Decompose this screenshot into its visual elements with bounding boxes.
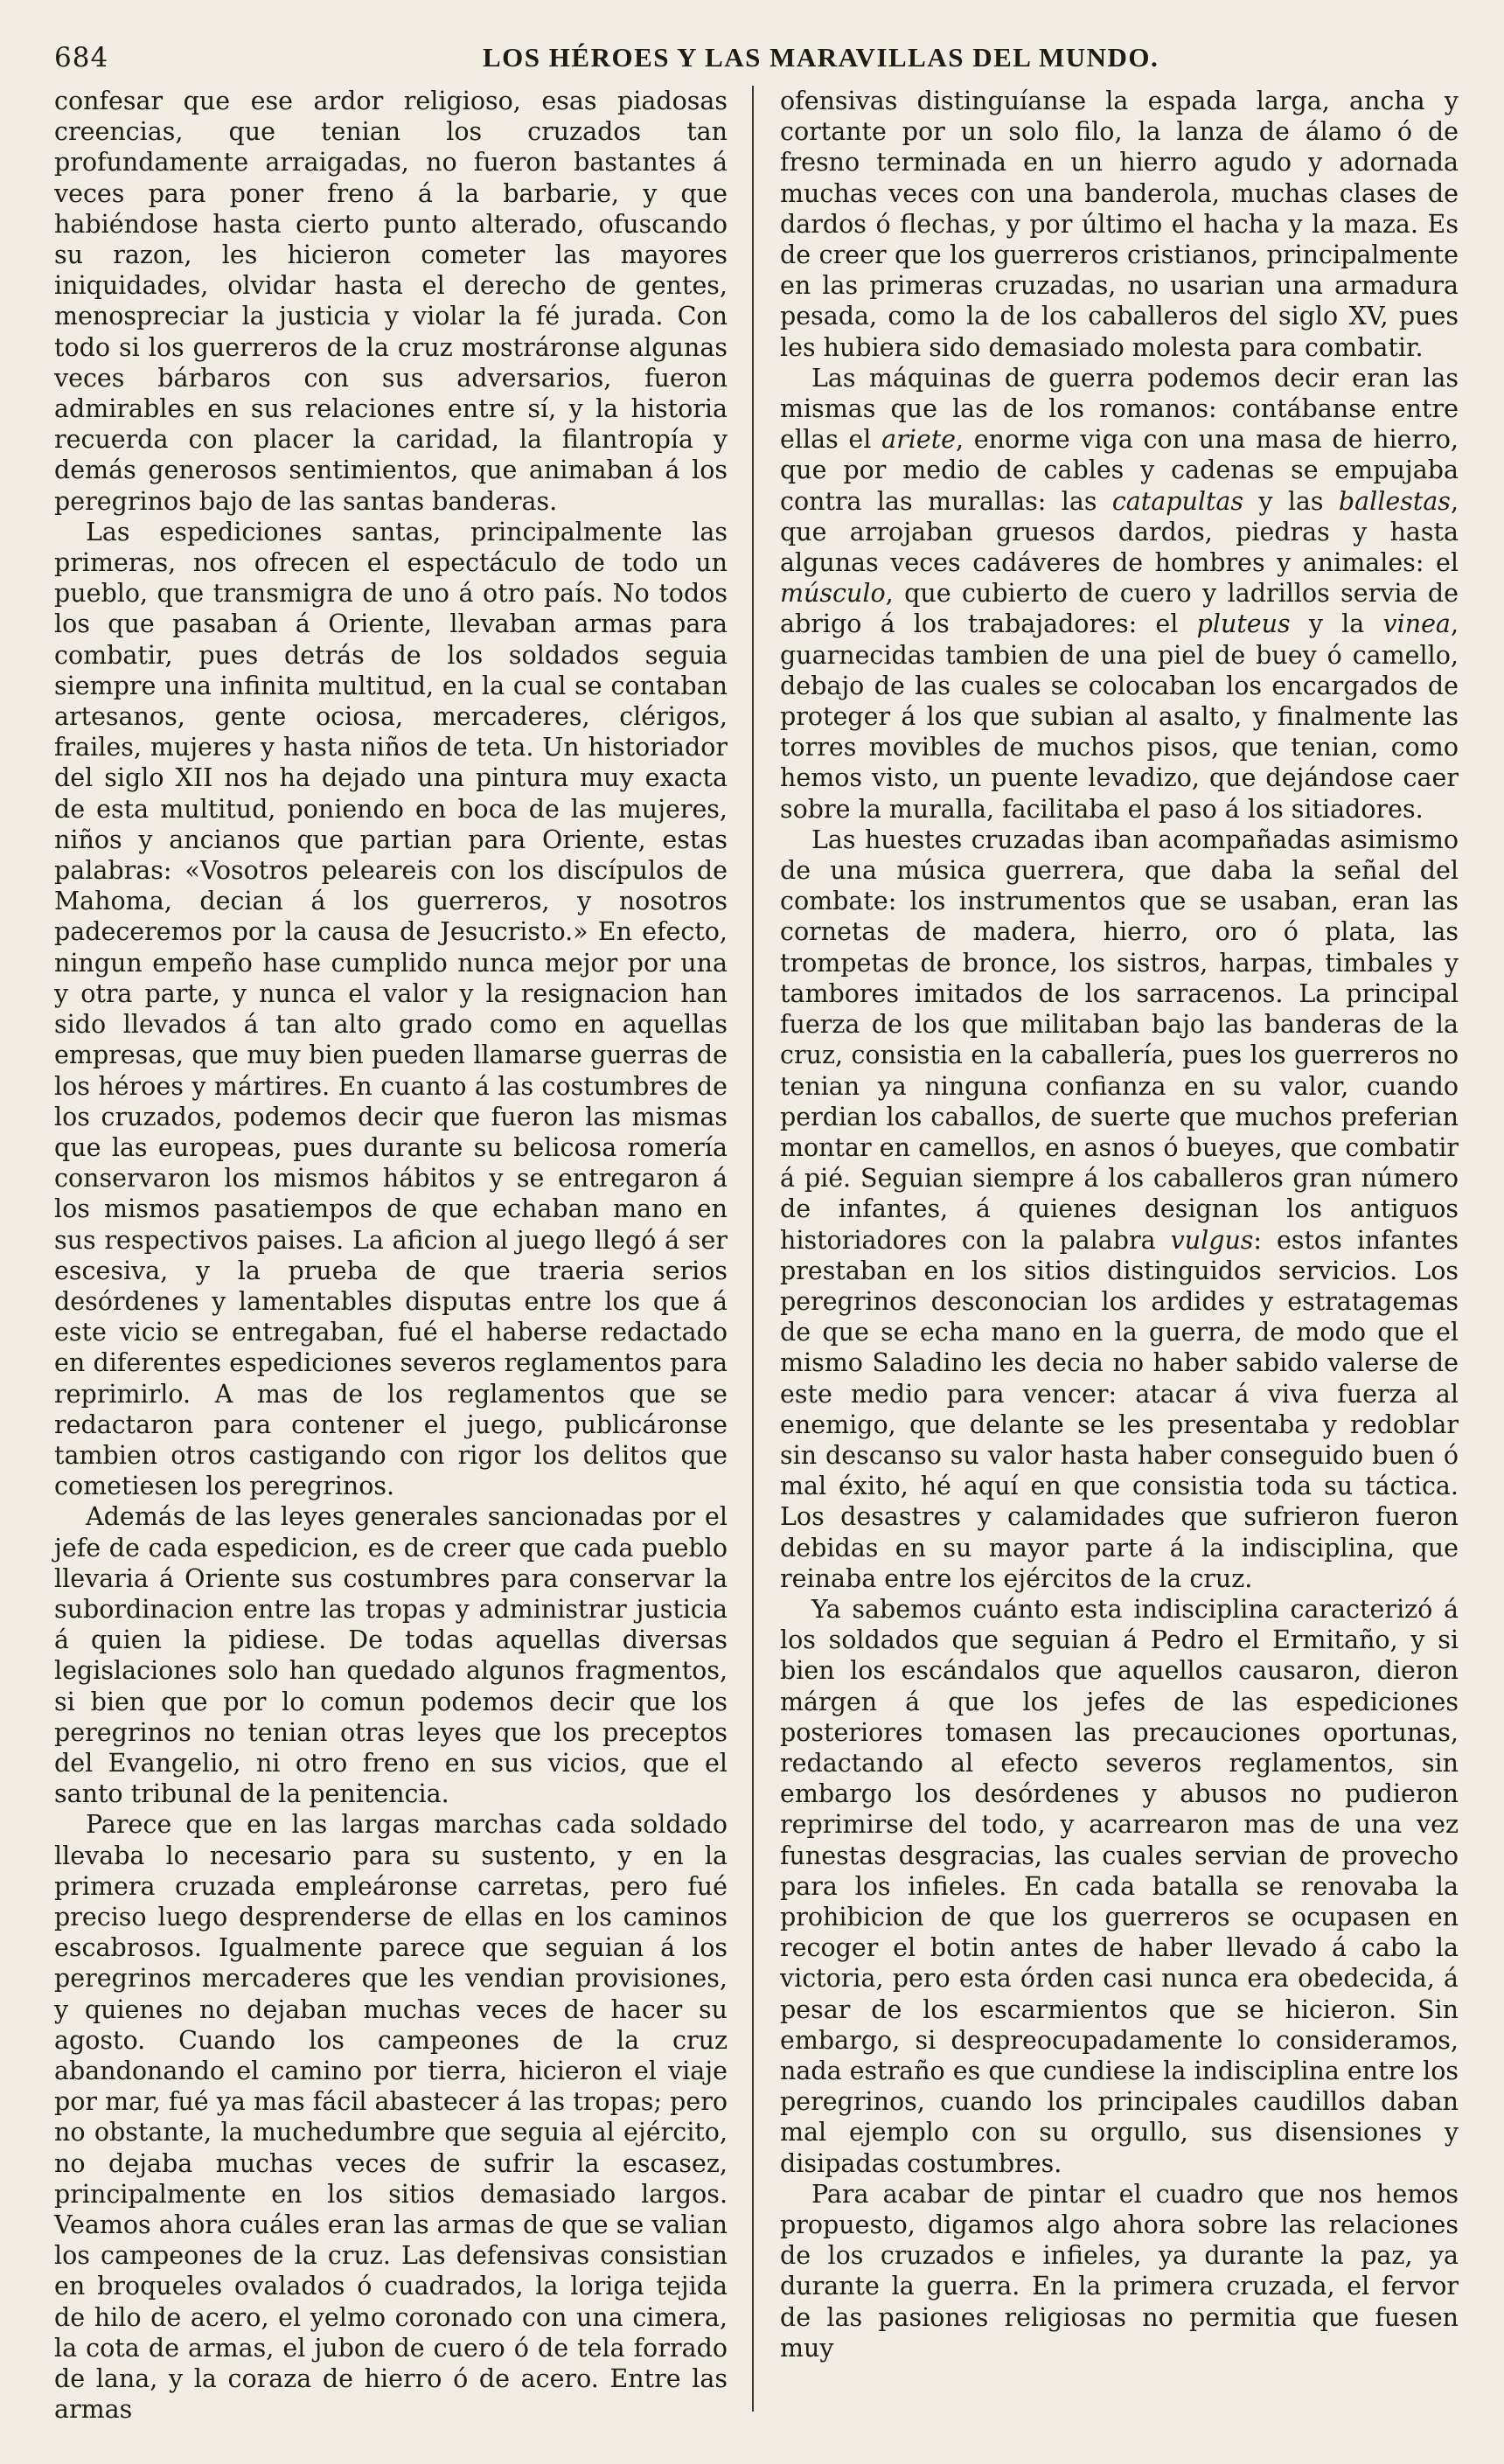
paragraph: Además de las leyes generales sancionadas por el jefe de cada espedicion, es de creer que cada pueblo llevaria á Oriente sus costumbres para conservar la subordinacion entre las tropas y administrar justicia á quien la pidiese. De todas aquellas diversas legislaciones solo han quedado algunos fragmentos, si bien que por lo comun podemos decir que los peregrinos no tenian otras leyes que los preceptos del Evangelio, ni otro freno en sus vicios, que el santo tribunal de la penitencia. (54, 1502, 728, 1809)
paragraph: Las huestes cruzadas iban acompañadas asimismo de una música guerrera, que daba la señal del combate: los instrumentos que se usaban, eran las cornetas de madera, hierro, oro ó plata, las trompetas de bronce, los sistros, harpas, timbales y tambores imitados de los sarracenos. La principal fuerza de los que militaban bajo las banderas de la cruz, consistia en la caballería, pues los guerreros no tenian ya ninguna confianza en su valor, cuando perdian los caballos, de suerte que muchos preferian montar en camellos, en asnos ó bueyes, que combatir á pié. Seguian siempre á los caballeros gran número de infantes, á quienes designan los antiguos historiadores con la palabra vulgus: estos infantes prestaban en los sitios distinguidos servicios. Los peregrinos desconocian los ardides y estratagemas de que se echa mano en la guerra, de modo que el mismo Saladino les decia no haber sabido valerse de este medio para vencer: atacar á viva fuerza al enemigo, que delante se les presentaba y redoblar sin descanso su valor hasta haber conseguido buen ó mal éxito, hé aquí en que consistia toda su táctica. Los desastres y calamidades que sufrieron fueron debidas en su mayor parte á la indisciplina, que reinaba entre los ejércitos de la cruz. (780, 825, 1459, 1593)
paragraph: Para acabar de pintar el cuadro que nos hemos propuesto, digamos algo ahora sobre las relaciones de los cruzados e infieles, ya durante la paz, ya durante la guerra. En la primera cruzada, el fervor de las pasiones religiosas no permitia que fuesen muy (780, 2179, 1459, 2363)
paragraph: confesar que ese ardor religioso, esas piadosas creencias, que tenian los cruzados tan profundamente arraigadas, no fueron bastantes á veces para poner freno á la barbarie, y que habiéndose hasta cierto punto alterado, ofuscando su razon, les hicieron cometer las mayores iniquidades, olvidar hasta el derecho de gentes, menospreciar la justicia y violar la fé jurada. Con todo si los guerreros de la cruz mostráronse algunas veces bárbaros con sus adversarios, fueron admirables en sus relaciones entre sí, y la historia recuerda con placer la caridad, la filantropía y demás generosos sentimientos, que animaban á los peregrinos bajo de las santas banderas. (54, 87, 728, 516)
paragraph: Las máquinas de guerra podemos decir eran las mismas que las de los romanos: contábanse entre ellas el ariete, enorme viga con una masa de hierro, que por medio de cables y cadenas se empujaba contra las murallas: las catapultas y las ballestas, que arrojaban gruesos dardos, piedras y hasta algunas veces cadáveres de hombres y animales: el músculo, que cubierto de cuero y ladrillos servia de abrigo á los trabajadores: el pluteus y la vinea, guarnecidas tambien de una piel de buey ó camello, debajo de las cuales se colocaban los encargados de proteger á los que subian al asalto, y finalmente las torres movibles de muchos pisos, que tenian, como hemos visto, un puente levadizo, que dejándose caer sobre la muralla, facilitaba el paso á los sitiadores. (780, 363, 1459, 824)
italic-term: ariete (881, 425, 957, 455)
running-title: LOS HÉROES Y LAS MARAVILLAS DEL MUNDO. (483, 42, 1159, 73)
italic-term: pluteus (1196, 609, 1291, 639)
italic-term: músculo (780, 579, 886, 609)
italic-term: vulgus (1170, 1225, 1254, 1255)
italic-term: ballestas (1338, 486, 1451, 516)
right-column (780, 86, 1459, 2363)
page-header (54, 42, 1459, 84)
italic-term: vinea (1382, 609, 1451, 639)
paragraph: Las espediciones santas, principalmente las primeras, nos ofrecen el espectáculo de todo un pueblo, que transmigra de uno á otro país. No todos los que pasaban á Oriente, llevaban armas para combatir, pues detrás de los soldados seguia siempre una infinita multitud, en la cual se contaban artesanos, gente ociosa, mercaderes, clérigos, frailes, mujeres y hasta niños de teta. Un historiador del siglo XII nos ha dejado una pintura muy exacta de esta multitud, poniendo en boca de las mujeres, niños y ancianos que partian para Oriente, estas palabras: «Vosotros peleareis con los discípulos de Mahoma, decian á los guerreros, y nosotros padeceremos por la causa de Jesucristo.» En efecto, ningun empeño hase cumplido nunca mejor por una y otra parte, y nunca el valor y la resignacion han sido llevados á tan alto grado como en aquellas empresas, que muy bien pueden llamarse guerras de los héroes y mártires. En cuanto á las costumbres de los cruzados, podemos decir que fueron las mismas que las europeas, pues durante su belicosa romería conservaron los mismos hábitos y se entregaron á los mismos pasatiempos de que echaban mano en sus respectivos paises. La aficion al juego llegó á ser escesiva, y la prueba de que traeria serios desórdenes y lamentables disputas entre los que á este vicio se entregaban, fué el haberse redactado en diferentes espediciones severos reglamentos para reprimirlo. A mas de los reglamentos que se redactaron para contener el juego, publicáronse tambien otros castigando con rigor los delitos que cometiesen los peregrinos. (54, 517, 728, 1501)
left-column (54, 86, 728, 2425)
column-divider (752, 86, 754, 2412)
page-number: 684 (54, 42, 109, 73)
italic-term: catapultas (1111, 486, 1244, 516)
paragraph: ofensivas distinguíanse la espada larga, ancha y cortante por un solo filo, la lanza de álamo ó de fresno terminada en un hierro agudo y adornada muchas veces con una banderola, muchas clases de dardos ó flechas, y por último el hacha y la maza. Es de creer que los guerreros cristianos, principalmente en las primeras cruzadas, no usarian una armadura pesada, como la de los caballeros del siglo XV, pues les hubiera sido demasiado molesta para combatir. (780, 87, 1459, 362)
paragraph: Ya sabemos cuánto esta indisciplina caracterizó á los soldados que seguian á Pedro el Ermitaño, y si bien los escándalos que aquellos causaron, dieron márgen á que los jefes de las espediciones posteriores tomasen las precauciones oportunas, redactando al efecto severos reglamentos, sin embargo los desórdenes y abusos no pudieron reprimirse del todo, y acarrearon mas de una vez funestas desgracias, las cuales servian de provecho para los infieles. En cada batalla se renovaba la prohibicion de que los guerreros se ocupasen en recoger el botin antes de haber llevado á cabo la victoria, pero esta órden casi nunca era obedecida, á pesar de los escarmientos que se hicieron. Sin embargo, si despreocupadamente lo consideramos, nada estraño es que cundiese la indisciplina entre los peregrinos, cuando los principales caudillos daban mal ejemplo con su orgullo, sus disensiones y disipadas costumbres. (780, 1594, 1459, 2178)
paragraph: Parece que en las largas marchas cada soldado llevaba lo necesario para su sustento, y en la primera cruzada empleáronse carretas, pero fué preciso luego desprenderse de ellas en los caminos escabrosos. Igualmente parece que seguian á los peregrinos mercaderes que les vendian provisiones, y quienes no dejaban muchas veces de hacer su agosto. Cuando los campeones de la cruz abandonando el camino por tierra, hicieron el viaje por mar, fué ya mas fácil abastecer á las tropas; pero no obstante, la muchedumbre que seguia al ejército, no dejaba muchas veces de sufrir la escasez, principalmente en los sitios demasiado largos. Veamos ahora cuáles eran las armas de que se valian los campeones de la cruz. Las defensivas consistian en broqueles ovalados ó cuadrados, la loriga tejida de hilo de acero, el yelmo coronado con una cimera, la cota de armas, el jubon de cuero ó de tela forrado de lana, y la coraza de hierro ó de acero. Entre las armas (54, 1810, 728, 2425)
